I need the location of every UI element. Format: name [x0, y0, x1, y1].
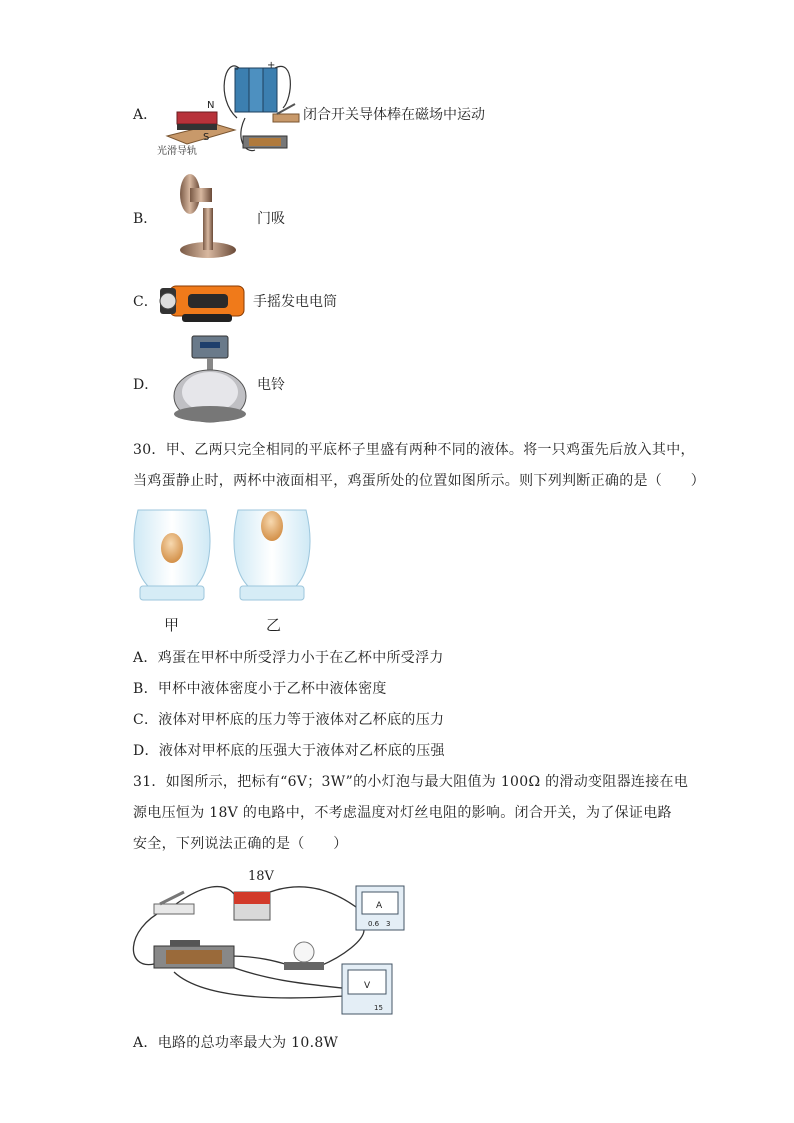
ammeter-scale-1: 0.6 — [368, 920, 380, 928]
battery-plus-label: + — [267, 60, 276, 71]
q30-option-b: B．甲杯中液体密度小于乙杯中液体密度 — [133, 681, 387, 697]
option-a-letter: A． — [133, 107, 158, 123]
option-b-letter: B． — [133, 211, 158, 227]
option-d-label: 电铃 — [257, 377, 285, 393]
rail-label: 光滑导轨 — [157, 146, 197, 157]
q30-line-2: 当鸡蛋静止时，两杯中液面相平，鸡蛋所处的位置如图所示。则下列判断正确的是（ ） — [133, 473, 705, 489]
q31-stem — [133, 767, 763, 860]
q30-option-a: A．鸡蛋在甲杯中所受浮力小于在乙杯中所受浮力 — [133, 650, 444, 666]
option-c-label: 手摇发电电筒 — [253, 294, 337, 310]
door-stopper-figure — [170, 170, 246, 260]
option-a-label: 闭合开关导体棒在磁场中运动 — [303, 107, 485, 123]
q30-line-1: 30．甲、乙两只完全相同的平底杯子里盛有两种不同的液体。将一只鸡蛋先后放入其中， — [133, 442, 695, 458]
battery-minus-label: - — [235, 64, 239, 75]
voltmeter-letter: V — [364, 981, 371, 991]
q31-line-3: 安全，下列说法正确的是（ ） — [133, 836, 348, 852]
q31-line-1: 31．如图所示，把标有“6V；3W”的小灯泡与最大阻值为 100Ω 的滑动变阻器连接在电 — [133, 774, 689, 790]
pole-n-label: N — [207, 100, 215, 111]
cup-right-label: 乙 — [266, 616, 282, 634]
voltmeter-scale: 15 — [374, 1004, 383, 1012]
electric-bell-figure — [170, 334, 250, 426]
ammeter-scale-2: 3 — [386, 920, 391, 928]
cup-left-label: 甲 — [164, 616, 180, 634]
electromagnet-rail-figure — [155, 58, 305, 162]
q30-option-d: D．液体对甲杯底的压强大于液体对乙杯底的压强 — [133, 743, 445, 759]
circuit-figure — [124, 860, 414, 1020]
q30-option-c: C．液体对甲杯底的压力等于液体对乙杯底的压力 — [133, 712, 445, 728]
option-d-letter: D． — [133, 377, 159, 393]
battery-voltage-label: 18V — [248, 869, 274, 884]
ammeter-letter: A — [376, 901, 383, 911]
q31-line-2: 源电压恒为 18V 的电路中，不考虑温度对灯丝电阻的影响。闭合开关，为了保证电路 — [133, 805, 672, 821]
q30-stem — [133, 435, 763, 497]
q31-option-a: A．电路的总功率最大为 10.8W — [133, 1035, 339, 1051]
option-b-label: 门吸 — [257, 211, 285, 227]
q30-options — [133, 643, 763, 767]
option-c-letter: C． — [133, 294, 158, 310]
pole-s-label: S — [203, 132, 210, 143]
cups-figure — [132, 502, 318, 606]
hand-crank-flashlight-figure — [158, 278, 250, 326]
